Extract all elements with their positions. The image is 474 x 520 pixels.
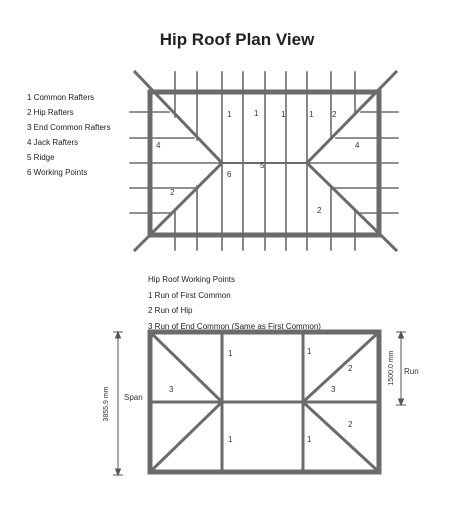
run-label: Run xyxy=(404,367,419,376)
page-title: Hip Roof Plan View xyxy=(159,30,315,49)
label-common: 1 xyxy=(307,435,312,444)
legend-item: 6 Working Points xyxy=(27,168,88,177)
label-common: 1 xyxy=(281,110,286,119)
hip-line xyxy=(150,332,222,402)
working-point-item: 1 Run of First Common xyxy=(148,290,231,300)
label-hip: 2 xyxy=(170,188,175,197)
label-common: 1 xyxy=(307,347,312,356)
end-rafters-right xyxy=(307,112,398,213)
working-point-item: 2 Run of Hip xyxy=(148,306,193,315)
label-hip: 2 xyxy=(317,206,322,215)
label-ridge: 5 xyxy=(260,161,265,170)
working-point-item: 3 Run of End Common (Same as First Common) xyxy=(148,321,321,331)
hip-line xyxy=(303,332,379,402)
label-common: 1 xyxy=(227,110,232,119)
legend-item: 4 Jack Rafters xyxy=(27,138,79,147)
label-common: 1 xyxy=(309,110,314,119)
span-value: 3855.9 mm xyxy=(103,386,110,422)
run-value: 1500.0 mm xyxy=(388,350,395,386)
span-label: Span xyxy=(124,393,143,402)
label-working-point: 6 xyxy=(227,170,232,179)
legend-item: 5 Ridge xyxy=(27,153,55,162)
hip-line xyxy=(150,402,222,472)
label-common: 1 xyxy=(228,349,233,358)
hip-rafter xyxy=(307,72,396,163)
label-end: 3 xyxy=(169,385,174,394)
working-points-heading: Hip Roof Working Points xyxy=(148,275,235,284)
label-common: 1 xyxy=(228,435,233,444)
legend-item: 1 Common Rafters xyxy=(27,93,95,102)
label-jack: 4 xyxy=(355,141,360,150)
label-hip: 2 xyxy=(332,110,337,119)
label-hip: 2 xyxy=(348,420,353,429)
label-jack: 4 xyxy=(156,141,161,150)
end-rafters-left xyxy=(130,112,222,213)
label-common: 1 xyxy=(254,109,259,118)
label-end: 3 xyxy=(331,385,336,394)
common-rafters-top xyxy=(175,72,355,163)
label-hip: 2 xyxy=(348,364,353,373)
legend-item: 2 Hip Rafters xyxy=(27,108,74,117)
legend-item: 3 End Common Rafters xyxy=(27,123,111,132)
hip-line xyxy=(303,402,379,472)
